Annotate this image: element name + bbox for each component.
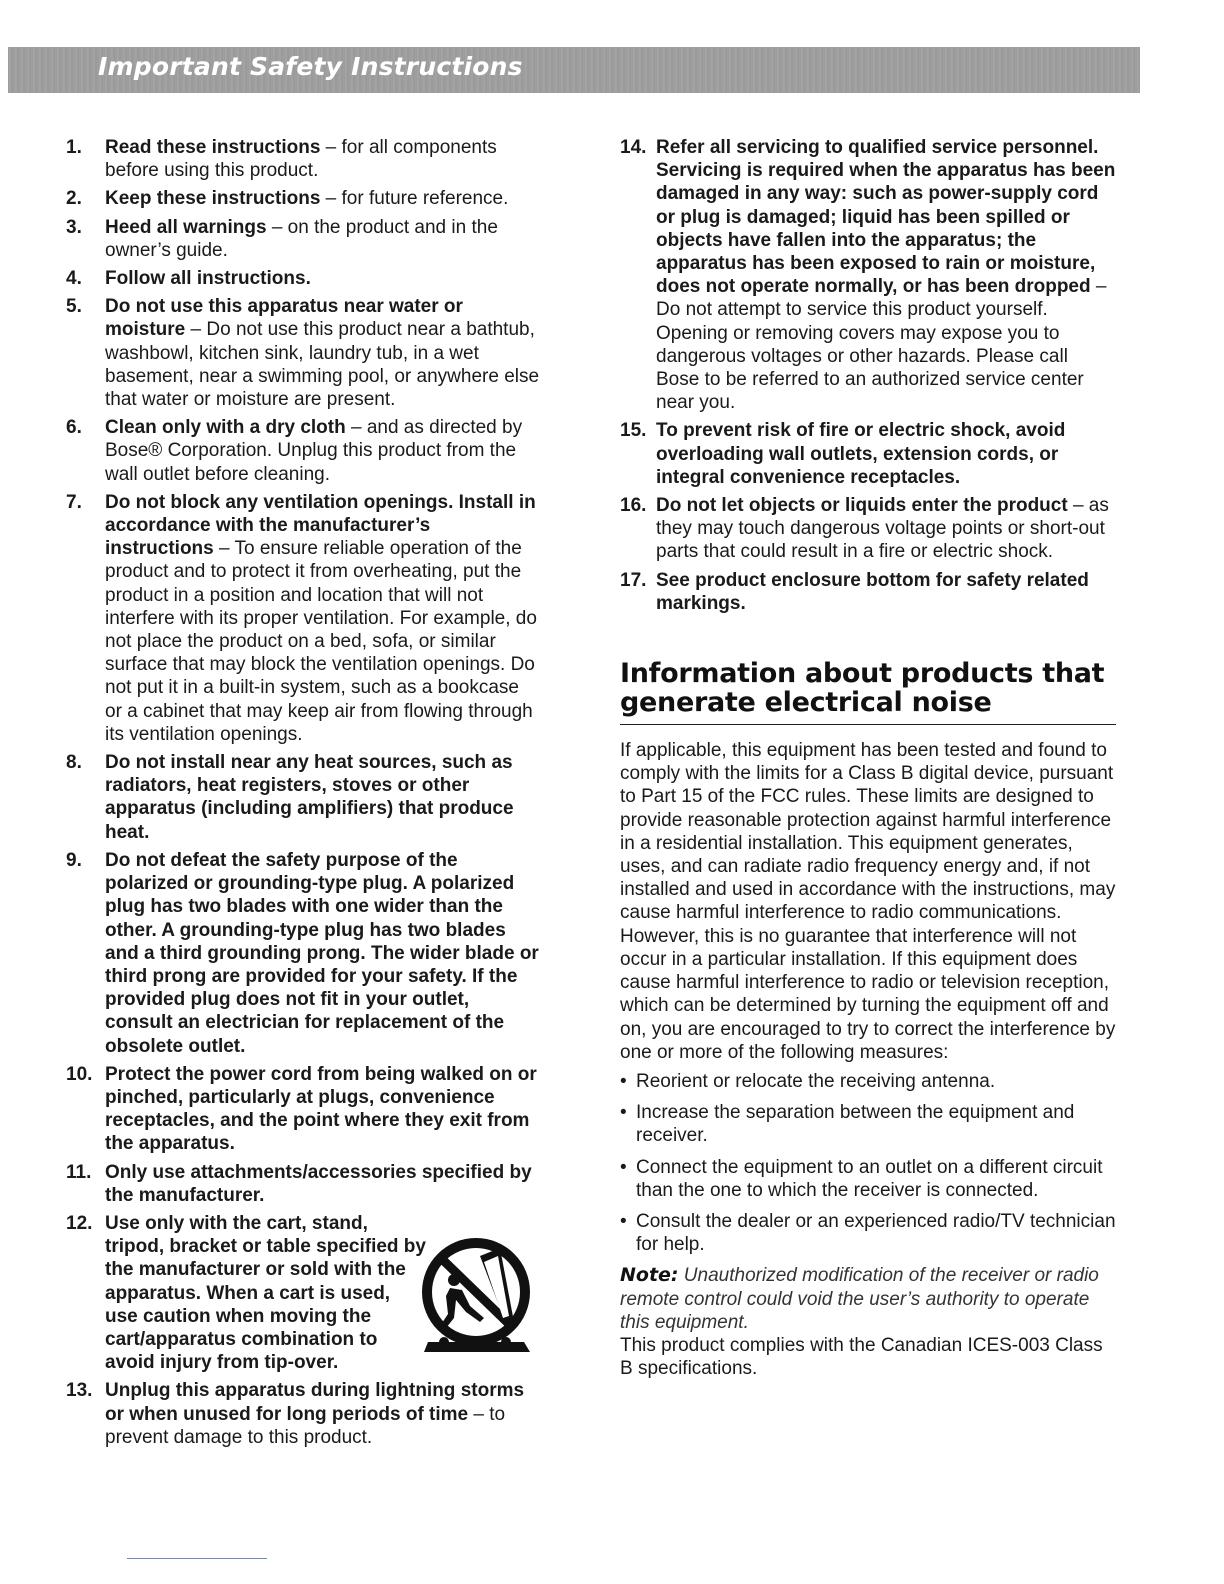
list-item: • Consult the dealer or an experienced radio/TV technician for help. [620,1210,1116,1256]
cart-tipover-warning-icon [410,1234,536,1364]
item-detail: – to prevent damage to this product. [105,1403,506,1448]
item-lead: Keep these instructions [105,188,321,210]
safety-instructions-list-continued [620,136,1116,615]
item-number: 4. [66,268,82,290]
item-lead: Only use attachments/accessories specified by the manufacturer. [105,1161,532,1206]
item-lead: Read these instructions [105,137,321,158]
item-detail: – on the product and in the owner’s guide. [105,216,498,261]
item-detail: – for future reference. [320,188,509,210]
instruction-item [66,491,540,746]
note-text: Unauthorized modification of the receiver or radio remote control could void the user’s authority to operate this equipment. [620,1265,1099,1333]
instruction-item [66,295,540,411]
item-detail: – To ensure reliable operation of the product and to protect it from overheating, put the product in a position and location that will not interfere with its proper ventilation. For example, do not place the product on a bed, sofa, or similar surface that may block the ventilation openings. Do not put it in a built-in system, such as a bookcase or a cabinet that may keep air from flowing through its ventilation openings. [105,538,537,745]
header-bar [8,47,1140,93]
instruction-item [620,569,1116,615]
instruction-item [66,267,540,290]
page-title: Important Safety Instructions [98,52,523,81]
instruction-item [66,216,540,262]
item-lead: Refer all servicing to qualified service personnel. Servicing is required when the apparatus has been damaged in any way: such as power-supply cord or plug is damaged; liquid has been spilled or objects have fallen into the apparatus; the apparatus has been exposed to rain or moisture, does not operate normally, or has been dropped [656,137,1116,298]
safety-instructions-list [66,136,540,1449]
footer-rule [127,1558,267,1559]
instruction-item [66,416,540,486]
instruction-item [620,494,1116,564]
item-lead: Clean only with a dry cloth [105,417,346,439]
item-lead: Do not use this apparatus near water or moisture [105,296,463,341]
item-lead: Do not install near any heat sources, such as radiators, heat registers, stoves or other apparatus (including amplifiers) that produce heat. [105,752,514,843]
item-number: 13. [66,1380,93,1402]
instruction-item [620,136,1116,414]
instruction-item [66,187,540,210]
item-number: 9. [66,849,82,871]
item-lead: Do not let objects or liquids enter the product [656,495,1068,517]
list-item: • Connect the equipment to an outlet on a different circuit than the one to which the receiver is connected. [620,1156,1116,1202]
instruction-item [66,1161,540,1207]
item-number: 12. [66,1212,93,1234]
instruction-item [66,849,540,1058]
note-paragraph [620,1264,1116,1334]
item-number: 3. [66,216,82,238]
instruction-item [66,1379,540,1449]
fcc-compliance-paragraph: If applicable, this equipment has been tested and found to comply with the limits for a Class B digital device, pursuant to Part 15 of the FCC rules. These limits are designed to provide reasonable protection against harmful interference in a residential installation. This equipment generates, uses, and can radiate radio frequency energy and, if not installed and used in accordance with the instructions, may cause harmful interference to radio communications. However, this is no guarantee that interference will not occur in a particular installation. If this equipment does cause harmful interference to radio or television reception, which can be determined by turning the equipment off and on, you are encouraged to try to correct the interference by one or more of the following measures: [620,740,1116,1063]
item-lead: Use only with the cart, stand, tripod, bracket or table specified by the manufacturer or sold with the apparatus. When a cart is used, use caution when moving the cart/apparatus combination to avoid injury from tip-over. [105,1212,426,1374]
item-detail: – and as directed by Bose® Corporation. Unplug this product from the wall outlet before cleaning. [105,417,523,485]
note-label: Note: [620,1264,679,1287]
item-number: 2. [66,188,82,210]
item-detail: – Do not use this product near a bathtub, washbowl, kitchen sink, laundry tub, in a wet basement, near a swimming pool, or anywhere else that water or moisture are present. [105,319,540,411]
item-number: 6. [66,417,82,439]
item-detail: – as they may touch dangerous voltage points or short-out parts that could result in a fire or electric shock. [656,495,1109,563]
instruction-item [620,419,1116,489]
item-number: 14. [620,137,647,158]
item-number: 8. [66,752,82,774]
item-number: 7. [66,491,82,513]
right-column [620,136,1116,1380]
instruction-item [66,136,540,182]
item-number: 15. [620,420,647,442]
item-detail: – for all components before using this product. [105,137,497,182]
item-number: 16. [620,495,647,517]
item-lead: Protect the power cord from being walked on or pinched, particularly at plugs, convenience receptacles, and the point where they exit from the apparatus. [105,1063,537,1155]
item-lead: Do not defeat the safety purpose of the polarized or grounding-type plug. A polarized plug has two blades with one wider than the other. A grounding-type plug has two blades and a third grounding prong. The wider blade or third prong are provided for your safety. If the provided plug does not fit in your outlet, consult an electrician for replacement of the obsolete outlet. [105,849,539,1057]
noise-section-title: Information about products that generate electrical noise [620,659,1116,725]
item-number: 1. [66,137,82,158]
instruction-item [66,1063,540,1156]
item-detail: – Do not attempt to service this product yourself. Opening or removing covers may expose you to dangerous voltages or other hazards. Please call Bose to be referred to an authorized service center near you. [656,276,1107,414]
item-lead: Heed all warnings [105,216,267,238]
interference-measures-list [620,1070,1116,1256]
list-item: • Increase the separation between the equipment and receiver. [620,1101,1116,1147]
item-lead: See product enclosure bottom for safety related markings. [656,569,1089,614]
item-lead: Follow all instructions. [105,268,311,290]
list-item: • Reorient or relocate the receiving antenna. [620,1070,1116,1093]
item-lead: To prevent risk of fire or electric shock, avoid overloading wall outlets, extension cords, or integral convenience receptacles. [656,420,1066,488]
instruction-item [66,751,540,844]
item-number: 5. [66,296,82,318]
item-number: 17. [620,569,647,591]
canada-compliance-statement: This product complies with the Canadian ICES-003 Class B specifications. [620,1334,1103,1380]
item-number: 10. [66,1063,93,1085]
item-lead: Unplug this apparatus during lightning storms or when unused for long periods of time [105,1380,525,1425]
item-number: 11. [66,1161,92,1183]
instruction-item [66,1212,540,1374]
item-lead: Do not block any ventilation openings. Install in accordance with the manufacturer’s instructions [105,491,536,560]
left-column [66,136,540,1454]
